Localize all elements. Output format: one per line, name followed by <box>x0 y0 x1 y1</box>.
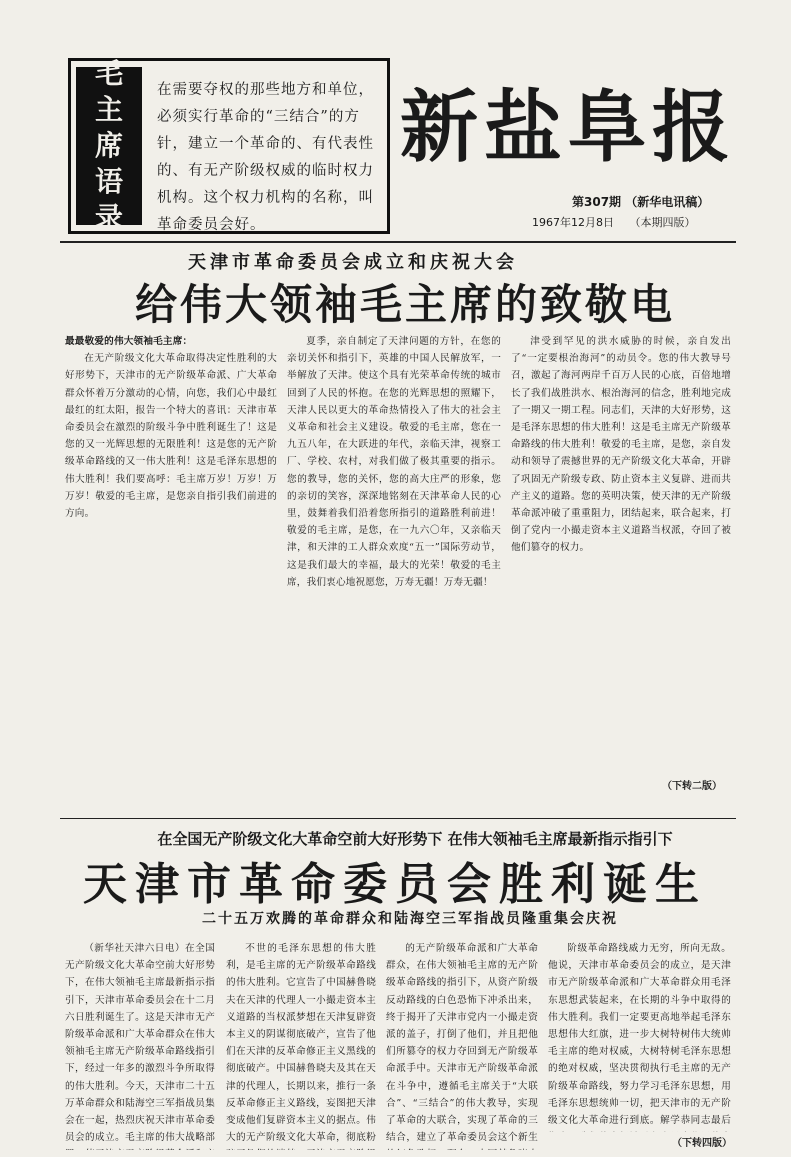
quotation-badge <box>76 57 142 234</box>
continued-note: （下转二版） <box>662 781 722 792</box>
section-divider <box>60 818 736 819</box>
article1-column-1 <box>65 333 277 773</box>
quotation-text: 在需要夺权的那些地方和单位，必须实行革命的“三结合”的方针，建立一个革命的、有代表性的、有无产阶级权威的临时权力机构。这个权力机构的名称，叫革命委员会好。 <box>157 82 374 233</box>
page-count: （本期四版） <box>629 216 696 229</box>
column-text: 的无产阶级革命派和广大革命群众，在伟大领袖毛主席的无产阶级革命路线的指引下，从资产阶级反动路线的白色恐怖下冲杀出来，终于揭开了天津市党内一小撮走资派的盖子，打倒了他们，并且把他们所篡夺的权力夺回到无产阶级革命派手中。天津市无产阶级革命派在斗争中，遵循毛主席关于“大联合”、“三结合”的伟大教导，实现了革命的大联合，实现了革命的三结合，建立了革命委员会这个新生 <box>386 943 538 1144</box>
article1-subtitle: 天津市革命委员会成立和庆祝大会 <box>188 252 518 273</box>
article2-column-3 <box>386 940 538 1150</box>
publication-date-line <box>532 214 708 230</box>
article1-column-3 <box>511 333 731 773</box>
article2-subtitle: 二十五万欢腾的革命群众和陆海空三军指战员隆重集会庆祝 <box>202 911 618 927</box>
badge-char: 席 <box>94 129 123 162</box>
publication-date: 1967年12月8日 <box>532 216 614 229</box>
article2-section-line: 在全国无产阶级文化大革命空前大好形势下 在伟大领袖毛主席最新指示指引下 <box>157 830 673 848</box>
badge-char: 录 <box>94 201 123 234</box>
badge-char: 语 <box>94 165 123 198</box>
article2-headline: 天津市革命委员会胜利诞生 <box>83 859 707 910</box>
issue-number: 第307期 （新华电讯稿） <box>572 195 710 209</box>
salutation: 最最敬爱的伟大领袖毛主席： <box>65 336 193 347</box>
article2-column-4 <box>548 940 731 1132</box>
column-text: 在无产阶级文化大革命取得决定性胜利的大好形势下，天津市的无产阶级革命派、广大革命群众怀着万分激动的心情，向您，我们心中最红最红的红太阳，报告一个特大的喜讯：天津市革命委员会在激烈的阶级斗争中胜利诞生了！这是您的又一光辉思想的无限胜利！这是您的无产阶级革命路线的又一伟大胜利！这是毛泽东思想的伟大胜利！我们要高呼：毛主席万岁！万岁！万万岁！敬爱的毛主席，是您亲自指引我们前进的方向。 <box>65 353 277 520</box>
header-divider <box>60 241 736 243</box>
newspaper-title: 新盐阜报 <box>400 83 737 173</box>
column-text: （新华社天津六日电）在全国无产阶级文化大革命空前大好形势下，在伟大领袖毛主席最新指示指引下，天津市革命委员会在十二月六日胜利诞生了。这是天津市无产阶级革命派和广大革命群众在伟大领袖毛主席无产阶级革命路线指引下，经过一年多的激烈斗争所取得的伟大胜利。今天，天津市二十五万革命群众和陆海空三军指战员集会在一起，热烈庆祝天津市革命委员会的成立。毛主席的伟大战略部 <box>65 943 215 1144</box>
article2-column-1 <box>65 940 215 1150</box>
continued-note: （下转四版） <box>672 1138 732 1149</box>
badge-char: 毛 <box>94 57 123 90</box>
badge-char: 主 <box>94 93 123 126</box>
column-text: 不世的毛泽东思想的伟大胜利，是毛主席的无产阶级革命路线的伟大胜利。它宣告了中国赫鲁晓夫在天津的代理人一小撮走资本主义道路的当权派梦想在天津复辟资本主义的阴谋彻底破产，宣告了他们在天津的反革命修正主义黑线的彻底破产。中国赫鲁晓夫及其在天津的代理人，长期以来，推行一条反革命修正主义路线，妄图把天津变成他们复辟资本主义的据点。伟大的无产阶级文化大革命，彻底粉 <box>226 943 376 1144</box>
article2-column-2 <box>226 940 376 1150</box>
column-text: 夏季，亲自制定了天津问题的方针，在您的亲切关怀和指引下，英雄的中国人民解放军，一举解放了天津。使这个具有光荣革命传统的城市回到了人民的怀抱。在您的光辉思想的照耀下，天津人民以更大的革命热情投入了伟大的社会主义革命和社会主义建设。敬爱的毛主席，您在一九五八年，在大跃进的年代，亲临天津，视察工厂、学校、农村，对我们做了极其重要的指示。您的教导，您的关怀，您的高大庄严的形象，您的亲切的笑容，深深地铭刻在天津革命人民的心里，鼓舞着我们沿着您所指引的道路胜利前进！敬爱的毛主席，是您，在一九六〇年，又亲临天津，和天津的工人群众欢度“五一”国际劳动节，这是我们最大的幸福，最大的光荣！敬爱的毛主席，我们衷心地祝愿您，万寿无疆！万寿无疆！ <box>287 336 501 588</box>
article1-column-2 <box>287 333 501 773</box>
quotation-box <box>68 58 390 234</box>
column-text: 阶级革命路线威力无穷，所向无敌。他说，天津市革命委员会的成立，是天津市无产阶级革命派和广大革命群众用毛泽东思想武装起来，在长期的斗争中取得的伟大胜利。我们一定要更高地举起毛泽东思想伟大红旗，进一步大树特树伟大统帅毛主席的绝对权威，大树特树毛泽东思想的绝对权威，坚决贯彻执行毛主席的无产阶级革命路线，努力学习毛泽东思想，用毛泽东思想统帅一切，把天津市的无产阶级文化大革命进行到底。解学恭同志最后 <box>548 943 731 1127</box>
article1-headline: 给伟大领袖毛主席的致敬电 <box>134 280 675 329</box>
column-text: 津受到罕见的洪水威胁的时候，亲自发出了“一定要根治海河”的动员令。您的伟大教导号召，激起了海河两岸千百万人民的心底，百倍地增长了我们战胜洪水、根治海河的信念，胜利地完成了一期又一期工程。同志们，天津的大好形势，这是毛泽东思想的伟大胜利！这是毛主席无产阶级革命路线的伟大胜利！敬爱的毛主席，是您，亲自发动和领导了震撼世界的无产阶级文化大革命，开辟了巩固无产阶级专政、防止资本主义复辟、进而共产主义的道路。您的英明决策，使天津的无产阶级革命派冲破了重重阻力，团结起来，联合起来，打倒了党内一小撮走资本主义道路当权派，夺回了被他们篡夺的权力。 <box>511 336 731 554</box>
